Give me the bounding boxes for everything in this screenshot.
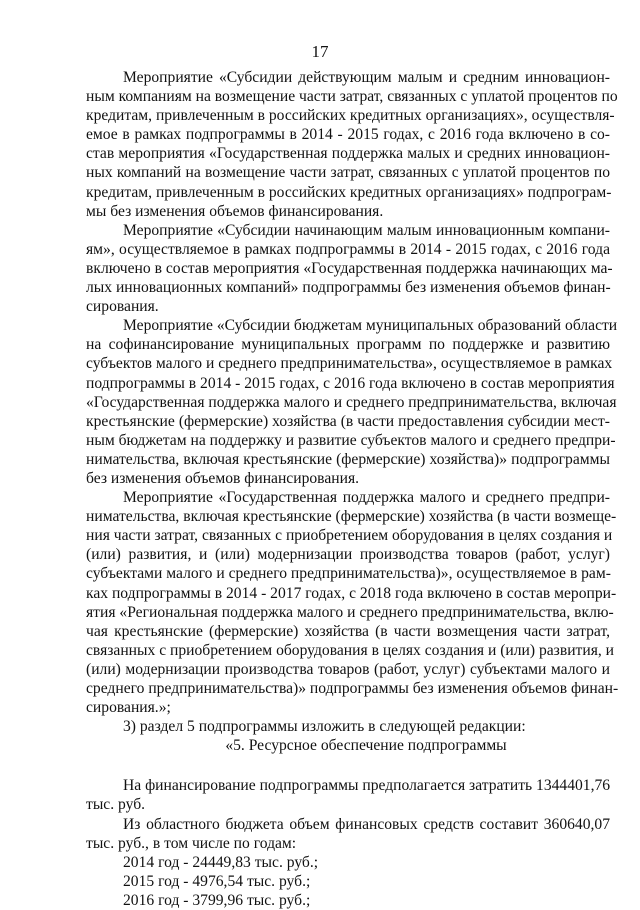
text-line: нимательства, включая крестьянские (фермерские) хозяйства (в части возмеще- (86, 508, 617, 526)
text-line: включено в состав мероприятия «Государственная поддержка начинающих ма- (86, 259, 613, 277)
text-line: ным компаниям на возмещение части затрат, связанных с уплатой процентов по (86, 88, 618, 106)
page-number: 17 (311, 42, 329, 61)
text-line: тыс. руб., в том числе по годам: (86, 834, 297, 852)
text-line: ным бюджетам на поддержку и развитие субъектов малого и среднего предпри- (86, 431, 616, 449)
text-line: 2014 год - 24449,83 тыс. руб.; (123, 853, 319, 871)
text-line: емое в рамках подпрограммы в 2014 - 2015 годах, с 2016 года включено в со- (86, 126, 610, 144)
text-line: 3) раздел 5 подпрограммы изложить в следующей редакции: (123, 718, 526, 736)
document-body (86, 68, 619, 910)
text-line: сирования.»; (86, 699, 171, 717)
paragraph-gap (86, 755, 610, 776)
text-line: ния части затрат, связанных с приобретением оборудования в целях создания и (86, 527, 613, 545)
text-line: субъектов малого и среднего предпринимательства», осуществляемое в рамках (86, 355, 613, 373)
text-line: ках подпрограммы в 2014 - 2017 годах, с 2018 года включено в состав меропри- (86, 584, 617, 602)
text-line: сирования. (86, 298, 159, 316)
text-line: подпрограммы в 2014 - 2015 годах, с 2016 года включено в состав мероприятия (86, 374, 615, 392)
text-line: лых инновационных компаний» подпрограммы без изменения объемов финан- (86, 279, 611, 297)
text-line: ям», осуществляемое в рамках подпрограммы в 2014 - 2015 годах, с 2016 года (86, 240, 610, 258)
text-line: На финансирование подпрограммы предполагается затратить 1344401,76 (123, 777, 611, 795)
text-line: (или) модернизации производства товаров (работ, услуг) субъектами малого и (86, 660, 610, 678)
text-line: (или) развития, и (или) модернизации производства товаров (работ, услуг) (86, 546, 610, 564)
text-line: 2016 год - 3799,96 тыс. руб.; (123, 891, 311, 909)
text-line: Мероприятие «Субсидии действующим малым и средним инновацион- (123, 69, 610, 86)
text-line: крестьянские (фермерские) хозяйства (в части предоставления субсидии мест- (86, 412, 610, 430)
text-line: тыс. руб. (86, 796, 146, 814)
text-line: нимательства, включая крестьянские (фермерские) хозяйства)» подпрограммы (86, 450, 610, 468)
text-line: среднего предпринимательства)» подпрограммы без изменения объемов финан- (86, 680, 619, 697)
section-heading: «5. Ресурсное обеспечение подпрограммы (225, 737, 507, 755)
text-line: Мероприятие «Государственная поддержка малого и среднего предпри- (123, 489, 610, 507)
text-line: без изменения объемов финансирования. (86, 469, 360, 487)
text-line: чая крестьянские (фермерские) хозяйства (в части возмещения части затрат, (86, 622, 610, 640)
text-line: Мероприятие «Субсидии начинающим малым инновационным компани- (123, 221, 610, 239)
text-line: Мероприятие «Субсидии бюджетам муниципальных образований области (123, 317, 618, 335)
text-line: мы без изменения объемов финансирования. (86, 202, 384, 220)
text-line: связанных с приобретением оборудования в целях создания и (или) развития, и (86, 641, 615, 659)
text-line: на софинансирование муниципальных программ по поддержке и развитию (86, 336, 610, 354)
text-line: «Государственная поддержка малого и среднего предпринимательства, включая (86, 393, 617, 411)
text-line: став мероприятия «Государственная поддержка малых и средних инновацион- (86, 145, 610, 163)
text-line: кредитам, привлеченным в российских кредитных организациях» подпрограм- (86, 183, 612, 201)
text-line: Из областного бюджета объем финансовых средств составит 360640,07 (123, 815, 610, 833)
text-line: 2015 год - 4976,54 тыс. руб.; (123, 872, 311, 890)
text-line: субъектами малого и среднего предпринимательства)», осуществляемое в рам- (86, 565, 611, 583)
text-line: ятия «Региональная поддержка малого и среднего предпринимательства, вклю- (86, 603, 614, 621)
text-line: кредитам, привлеченным в российских кредитных организациях», осуществля- (86, 107, 615, 125)
text-line: ных компаний на возмещение части затрат, связанных с уплатой процентов по (86, 164, 610, 182)
